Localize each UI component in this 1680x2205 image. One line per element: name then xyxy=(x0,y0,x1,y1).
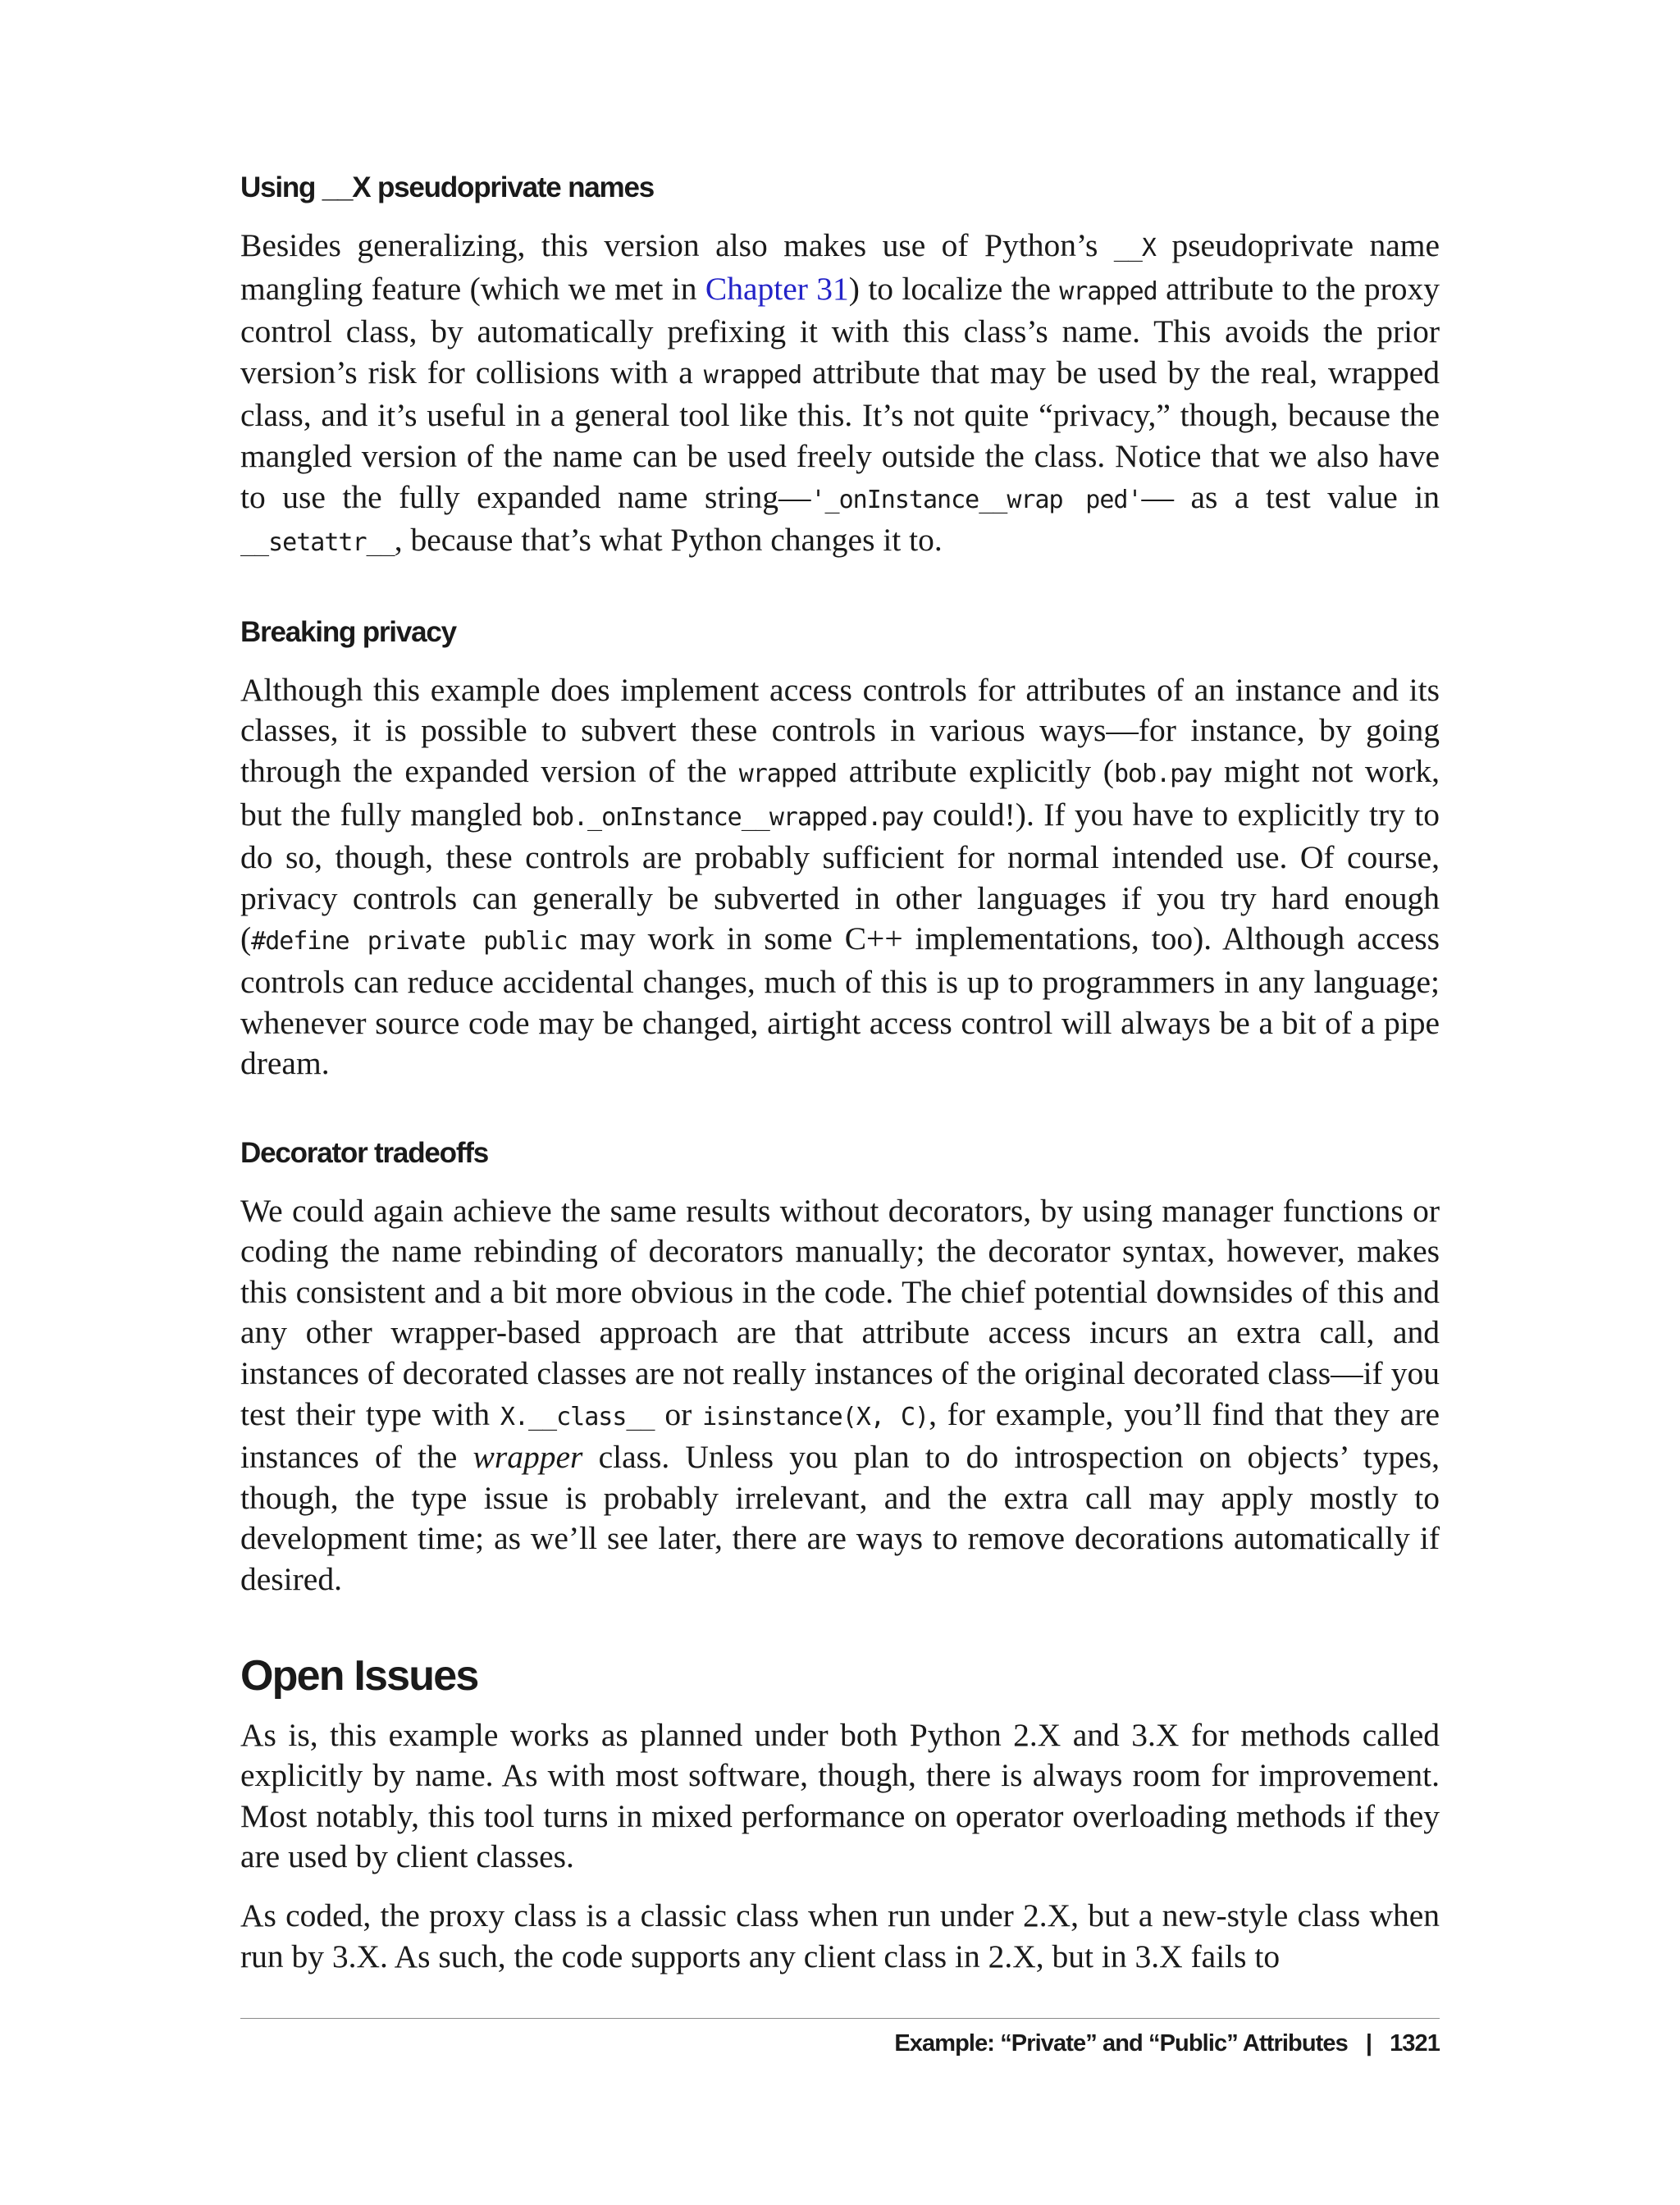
paragraph-pseudoprivate: Besides generalizing, this version also makes use of Python’s __X pseudoprivate name mangling feature (which we met in Chapter 31) to localize the wrapped attribute to the proxy control class, by automatically prefixing it with this class’s name. This avoids the prior version’s risk for collisions with a wrapped attribute that may be used by the real, wrapped class, and it’s useful in a general tool like this. It’s not quite “privacy,” though, because the mangled version of the name can be used freely outside the class. Notice that we also have to use the fully expanded name string—'_onInstance__wrap ped'— as a test value in __setattr__, because that’s what Python changes it to. xyxy=(240,227,1440,559)
running-title: Example: “Private” and “Public” Attributes xyxy=(894,2030,1348,2057)
code-oninstance-wrapped-string: '_onInstance__wrap ped' xyxy=(810,485,1142,514)
code-bob-mangled-pay: bob._onInstance__wrapped.pay xyxy=(531,802,924,832)
code-wrapped: wrapped xyxy=(1059,276,1157,306)
emphasis-wrapper: wrapper xyxy=(472,1439,583,1476)
footer-rule xyxy=(240,2018,1440,2019)
code-dunder-x: __X xyxy=(1113,234,1156,262)
code-wrapped: wrapped xyxy=(738,759,838,788)
chapter-31-link[interactable]: Chapter 31 xyxy=(705,270,849,307)
code-bob-pay: bob.pay xyxy=(1113,759,1212,788)
page-body xyxy=(240,168,1440,1995)
code-setattr: __setattr__ xyxy=(240,528,395,558)
heading-decorator-tradeoffs: Decorator tradeoffs xyxy=(240,1136,488,1169)
code-define-private-public: #define private public xyxy=(251,927,568,956)
paragraph-open-issues-1: As is, this example works as planned under both Python 2.X and 3.X for methods called explicitly by name. As with most software, though, there is always room for improvement. Most notably, this tool turns in mixed performance on operator overloading methods if they are used by client classes. xyxy=(240,1716,1440,1875)
code-isinstance: isinstance(X, C) xyxy=(702,1402,929,1431)
heading-pseudoprivate: Using __X pseudoprivate names xyxy=(240,171,654,203)
code-wrapped: wrapped xyxy=(703,360,802,390)
code-x-class: X.__class__ xyxy=(500,1402,655,1431)
paragraph-breaking-privacy: Although this example does implement access controls for attributes of an instance and its classes, it is possible to subvert these controls in various ways—for instance, by going through the expanded version of the wrapped attribute explicitly (bob.pay might not work, but the fully mangled bob._onInstance__wrapped.pay could!). If you have to explicitly try to do so, though, these controls are probably sufficient for normal intended use. Of course, privacy controls can generally be subverted in other languages if you try hard enough (#define private public may work in some C++ implementations, too). Although access controls can reduce accidental changes, much of this is up to programmers in any language; whenever source code may be changed, airtight access control will always be a bit of a pipe dream. xyxy=(240,671,1440,1082)
heading-breaking-privacy: Breaking privacy xyxy=(240,615,456,648)
paragraph-decorator-tradeoffs: We could again achieve the same results without decorators, by using manager functions or coding the name rebinding of decorators manually; the decorator syntax, however, makes this consistent and a bit more obvious in the code. The chief potential downsides of this and any other wrapper-based approach are that attribute access incurs an extra call, and instances of decorated classes are not really instances of the original decorated class—if you test their type with X.__class__ or isinstance(X, C), for example, you’ll find that they are instances of the wrapper class. Unless you plan to do introspection on objects’ types, though, the type issue is probably irrelevant, and the extra call may apply mostly to development time; as we’ll see later, there are ways to remove decorations automatically if desired. xyxy=(240,1192,1440,1598)
page-number: 1321 xyxy=(1390,2030,1440,2057)
heading-open-issues: Open Issues xyxy=(240,1651,478,1700)
page-footer xyxy=(894,2026,1440,2061)
paragraph-open-issues-2: As coded, the proxy class is a classic class when run under 2.X, but a new-style class when run by 3.X. As such, the code supports any client class in 2.X, but in 3.X fails to xyxy=(240,1897,1440,1974)
footer-separator: | xyxy=(1365,2030,1372,2057)
